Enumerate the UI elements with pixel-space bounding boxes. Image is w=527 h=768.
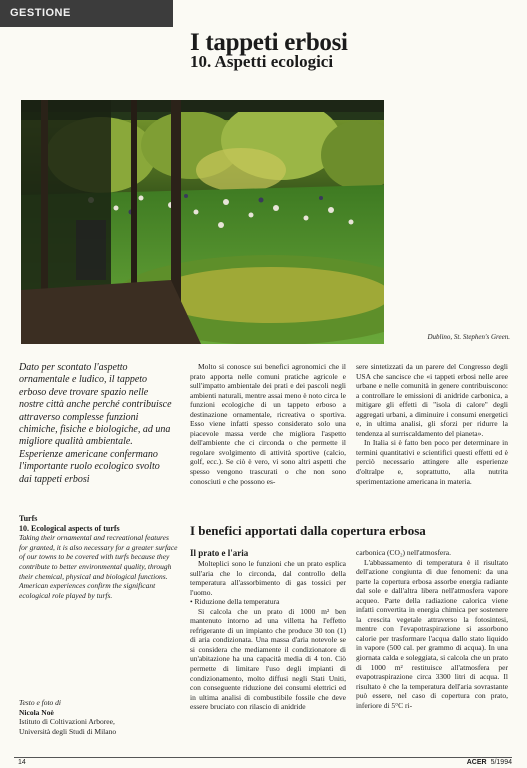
body-paragraph: In Italia si è fatto ben poco per determinare in termini quantitativi e scientifici questi effetti ed è perciò necessario attingere alle esperienze d'oltralpe e, soprattutto, alla nutrita sperimentazione americana in materia. [356, 438, 508, 486]
issue-number: 5/1994 [490, 759, 512, 766]
footer-rule [14, 757, 512, 758]
footer-magazine-info [467, 759, 512, 766]
bullet-heading: • Riduzione della temperatura [190, 597, 280, 607]
photo-caption: Dublino, St. Stephen's Green. [427, 333, 510, 341]
subheading: Il prato e l'aria [190, 548, 249, 558]
body-paragraph: sere sintetizzati da un parere del Congresso degli USA che sancisce che «i tappeti erbosi nelle aree urbane e nelle comunità in genere contribuiscono: a controllare le emissioni di anidride carbonica, a mitigare gli effetti di "isola di calore" degli aggregati urbani, a diminuire i consumi energetici e, in ultima analisi, gli sforzi per ridurre la tendenza al surriscaldamento del pianeta». [356, 362, 508, 438]
english-summary [19, 514, 179, 600]
author-credits [19, 698, 184, 736]
body-column-middle-top [190, 362, 346, 486]
park-scene-illustration [21, 100, 384, 344]
body-paragraph: carbonica (CO₂) nell'atmosfera. [356, 548, 451, 557]
body-column-right-top [356, 362, 508, 486]
lead-paragraph-italian: Dato per scontato l'aspetto ornamentale e ludico, il tappeto erboso deve trovare spazio nelle nostre città anche perché contribuisce attraverso complesse funzioni chimiche, fisiche e biologiche, ad una migliore qualità ambientale. Esperienze americane confermano l'importante ruolo ecologico svolto dai tappeti erbosi [19, 362, 172, 485]
section-tag: GESTIONE [0, 0, 173, 27]
affiliation-line-1: Istituto di Coltivazioni Arboree, [19, 717, 115, 726]
body-paragraph: Molteplici sono le funzioni che un prato esplica sull'aria che lo circonda, dal controllo della temperatura all'assorbimento di gas tossici per l'uomo. [190, 559, 346, 597]
body-paragraph: Si calcola che un prato di 1000 m² ben mantenuto intorno ad una villetta ha l'effetto refrigerante di un impianto che produce 30 ton (1) di aria condizionata. Una massa d'aria notevole se si considera che mediamente il condizionatore di un'abitazione ha una capacità media di 4 ton. Ciò permette di limitare l'uso degli impianti di condizionamento, molto diffusi negli Stati Uniti, con conseguente riduzione dei consumi elettrici ed in ultima analisi di combustibile fossile che deve essere bruciato con rilascio di anidride [190, 606, 346, 712]
article-photo [21, 100, 384, 344]
author-name: Nicola Noè [19, 707, 54, 717]
article-title: I tappeti erbosi [190, 29, 348, 56]
english-abstract: Taking their ornamental and recreational features for granted, it is also necessary for a greater surface of our towns to be covered with turfs because they contribute to better environmental quality, through their chemical, physical and biological functions. American experiences confirm the significant ecological role played by turfs. [19, 533, 178, 600]
english-title: 10. Ecological aspects of turfs [19, 523, 120, 533]
page-number: 14 [18, 759, 26, 766]
credits-label: Testo e foto di [19, 698, 62, 707]
body-paragraph: L'abbassamento di temperatura è il risultato dell'azione congiunta di due fenomeni: da una parte la copertura erbosa assorbe energia radiante dal sole e dall'altra libera nell'atmosfera vapore acqueo. Parte della radiazione calorica viene infatti convertita in energia chimica per sostenere la crescita vegetale attraverso la fotosintesi, mentre con l'evapotraspirazione si assorbono calorie per trasformare l'acqua dallo stato liquido in vapore (500 cal. per grammo di acqua). In una giornata calda e soleggiata, si calcola che un prato di 1000 m² restituisce all'atmosfera per evapotraspirazione circa 3300 litri di acqua. Il risultato è che la temperatura dell'aria sovrastante può essere, nel caso di copertura con prato, inferiore di 5°C ri- [356, 557, 508, 710]
article-subtitle: 10. Aspetti ecologici [190, 52, 334, 71]
body-paragraph: Molto si conosce sui benefici agronomici che il prato apporta nelle comuni pratiche agricole e sull'impatto ambientale dei prati e dei pascoli negli ambienti naturali, mentre assai meno è noto circa le funzioni ecologiche di un tappeto erboso a destinazione ornamentale, ricreativa o sportiva. Esso viene infatti spesso considerato solo una piacevole massa verde che migliora l'aspetto dell'ambiente che ci circonda o che permette il regolare svolgimento di attività sportive (calcio, golf, ecc.). Se ciò è vero, vi sono altri aspetti che spesso vengono trascurati o che non sono conosciuti e che possono es- [190, 362, 346, 486]
body-column-right-bottom [356, 548, 508, 710]
affiliation-line-2: Università degli Studi di Milano [19, 726, 117, 736]
body-column-middle-bottom [190, 548, 346, 712]
magazine-name: ACER [466, 759, 487, 766]
section-heading: I benefici apportati dalla copertura erbosa [190, 523, 426, 538]
english-label: Turfs [19, 514, 38, 523]
